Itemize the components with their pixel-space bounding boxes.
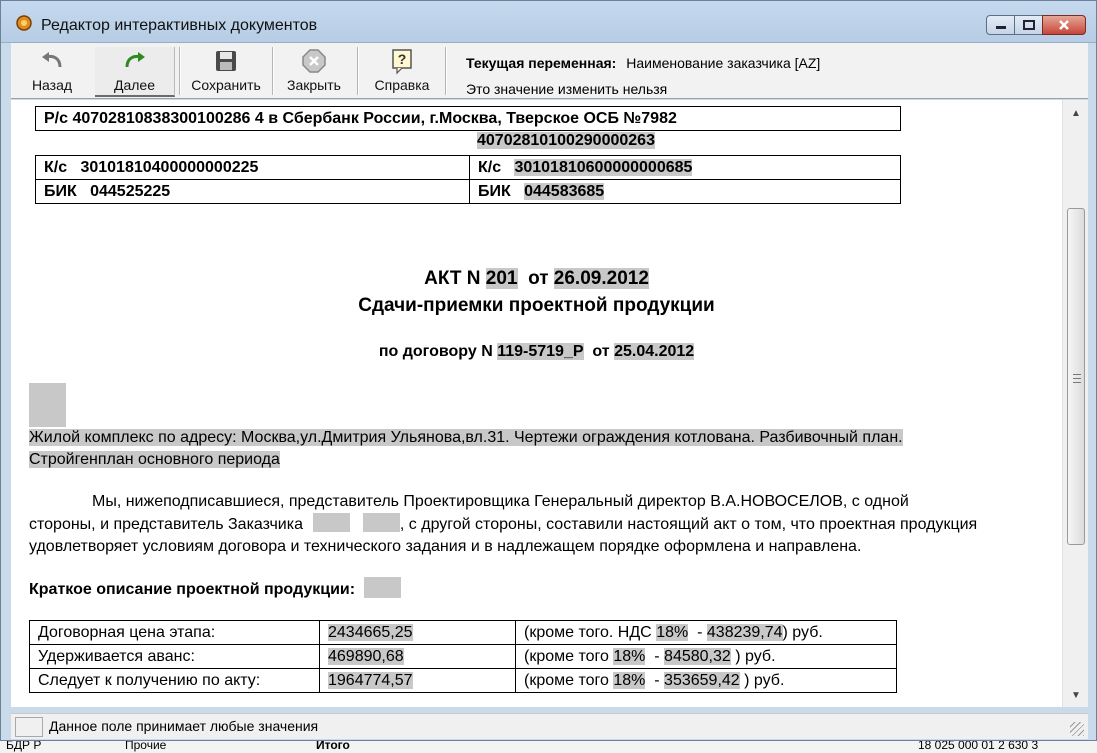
- ks2-label: К/с: [478, 158, 502, 176]
- ks2-cell: [470, 156, 901, 180]
- ks1-value: 30101810400000000225: [80, 158, 259, 176]
- close-icon: [1058, 19, 1070, 31]
- object-line-2: Стройгенплан основного периода: [29, 451, 280, 468]
- body-line-2a: стороны, и представитель Заказчика: [29, 516, 303, 533]
- resize-grip-icon[interactable]: [1070, 722, 1084, 736]
- vertical-scrollbar[interactable]: [1062, 100, 1088, 707]
- vat-cell: [516, 645, 897, 669]
- bank-rs: Р/с 40702810838300100286 4 в Сбербанк России, г.Москва, Тверское ОСБ №7982: [36, 107, 901, 131]
- summary-field[interactable]: [364, 577, 401, 598]
- bank-details-table: [35, 155, 901, 204]
- back-label: Назад: [31, 77, 73, 93]
- vat-mid: -: [645, 647, 665, 665]
- forward-arrow-icon: [121, 47, 149, 75]
- ks1-label: К/с: [44, 158, 68, 176]
- table-row: [30, 645, 897, 669]
- customer-field-1[interactable]: [313, 513, 350, 532]
- vat-amount-field[interactable]: 438239,74: [706, 623, 783, 641]
- status-cell: [15, 717, 43, 737]
- toolbar: [11, 43, 1088, 99]
- back-button[interactable]: [17, 47, 87, 97]
- back-arrow-icon: [38, 47, 66, 75]
- save-label: Сохранить: [191, 77, 261, 93]
- vat-rate-field[interactable]: 18%: [656, 623, 689, 641]
- body-line-1: Мы, нижеподписавшиеся, представитель Проектировщика Генеральный директор В.А.НОВОСЕЛОВ, с одной: [92, 493, 909, 510]
- body-line-3: удовлетворяет условиям договора и технического задания и в надлежащем порядке оформлена и направлена.: [29, 538, 862, 555]
- minimize-button[interactable]: [986, 15, 1015, 35]
- bik1-label: БИК: [44, 182, 77, 200]
- bank-details-top: [35, 106, 901, 131]
- close-label: Закрыть: [287, 77, 341, 93]
- vat-cell: [516, 669, 897, 693]
- vat-amount-field[interactable]: 84580,32: [664, 647, 731, 665]
- empty-variable-field[interactable]: [29, 383, 66, 427]
- current-variable-label: Текущая переменная:: [466, 55, 617, 71]
- current-variable: [466, 55, 820, 71]
- toolbar-separator: [357, 47, 359, 95]
- floppy-disk-icon: [212, 47, 240, 75]
- minimize-icon: [995, 20, 1007, 30]
- amount-field[interactable]: 2434665,25: [328, 623, 413, 641]
- forward-button[interactable]: [95, 47, 175, 97]
- scroll-thumb[interactable]: [1067, 208, 1085, 545]
- body-line-2: [29, 513, 1049, 536]
- contract-from: от: [592, 343, 610, 360]
- current-variable-value: Наименование заказчика [AZ]: [626, 55, 821, 71]
- app-icon: [15, 14, 33, 32]
- contract-line: [11, 343, 1062, 361]
- document-area[interactable]: [11, 100, 1062, 707]
- maximize-icon: [1023, 20, 1035, 30]
- akt-subtitle: Сдачи-приемки проектной продукции: [358, 295, 715, 316]
- ks2-value[interactable]: 30101810600000000685: [514, 158, 693, 176]
- summary-heading: [29, 577, 401, 599]
- ks1-cell: [36, 156, 470, 180]
- vat-pre: (кроме того: [524, 647, 614, 665]
- body-paragraph: [29, 491, 1049, 558]
- row-label: Договорная цена этапа:: [30, 621, 320, 645]
- bik2-label: БИК: [478, 182, 511, 200]
- bg-text-right: 18 025 000 01 2 630 3: [918, 741, 1039, 752]
- vat-cell: [516, 621, 897, 645]
- table-row: [30, 621, 897, 645]
- grip-icon: [1073, 374, 1081, 383]
- body-line-2b: , с другой стороны, составили настоящий акт о том, что проектная продукция: [399, 516, 978, 533]
- title-bar[interactable]: [1, 1, 1096, 43]
- svg-text:?: ?: [397, 51, 407, 67]
- maximize-button[interactable]: [1014, 15, 1043, 35]
- contract-number-field[interactable]: 119-5719_Р: [497, 343, 584, 360]
- row-label: Удерживается аванс:: [30, 645, 320, 669]
- status-bar: [11, 713, 1088, 739]
- summary-table: [29, 620, 897, 693]
- vat-pre: (кроме того. НДС: [524, 623, 657, 641]
- help-button[interactable]: [367, 47, 437, 97]
- row-label: Следует к получению по акту:: [30, 669, 320, 693]
- bank-account2: [477, 132, 655, 150]
- bik1-value: 044525225: [90, 182, 171, 200]
- forward-label: Далее: [113, 77, 155, 93]
- close-button[interactable]: [279, 47, 349, 97]
- object-line-1: Жилой комплекс по адресу: Москва,ул.Дмитрия Ульянова,вл.31. Чертежи ограждения котлована. Разбивочный план.: [29, 429, 903, 446]
- stop-icon: [300, 47, 328, 75]
- vat-post: ) руб.: [739, 671, 785, 689]
- amount-field[interactable]: 469890,68: [328, 647, 404, 665]
- scroll-down-icon[interactable]: ▼: [1071, 690, 1081, 701]
- vat-amount-field[interactable]: 353659,42: [664, 671, 740, 689]
- help-icon: [388, 47, 416, 75]
- vat-post: ) руб.: [782, 623, 823, 641]
- contract-prefix: по договору N: [378, 343, 493, 360]
- toolbar-separator: [445, 47, 447, 95]
- vat-mid: -: [688, 623, 707, 641]
- close-window-button[interactable]: [1042, 15, 1086, 35]
- scroll-up-icon[interactable]: ▲: [1071, 108, 1081, 119]
- toolbar-separator: [179, 47, 181, 95]
- vat-post: ) руб.: [730, 647, 776, 665]
- account2-value: 40702810100290000263: [477, 132, 655, 149]
- summary-heading-text: Краткое описание проектной продукции:: [29, 581, 356, 598]
- toolbar-separator: [272, 47, 274, 95]
- object-description[interactable]: [29, 427, 903, 471]
- customer-field-2[interactable]: [363, 513, 400, 532]
- window-title: Редактор интерактивных документов: [41, 17, 318, 34]
- bg-text-center: Итого: [316, 741, 350, 752]
- bik2-cell: [470, 180, 901, 204]
- bg-text-mid: Прочие: [125, 741, 167, 752]
- bik1-cell: [36, 180, 470, 204]
- akt-prefix: АКТ N: [424, 268, 481, 289]
- vat-rate-field[interactable]: 18%: [613, 671, 646, 689]
- vat-mid: -: [645, 671, 665, 689]
- variable-note: Это значение изменить нельзя: [466, 81, 668, 97]
- save-button[interactable]: [186, 47, 266, 97]
- contract-date-field[interactable]: 25.04.2012: [614, 343, 695, 360]
- akt-number-field[interactable]: 201: [485, 268, 518, 289]
- table-row: [30, 669, 897, 693]
- status-text: Данное поле принимает любые значения: [49, 718, 319, 734]
- amount-field[interactable]: 1964774,57: [328, 671, 413, 689]
- vat-pre: (кроме того: [524, 671, 614, 689]
- bik2-value[interactable]: 044583685: [524, 182, 605, 200]
- background-window-strip: [0, 741, 1097, 753]
- akt-title: [11, 268, 1062, 290]
- akt-from: от: [528, 268, 549, 289]
- vat-rate-field[interactable]: 18%: [613, 647, 646, 665]
- bg-text-left: БДР Р: [6, 741, 42, 752]
- akt-date-field[interactable]: 26.09.2012: [553, 268, 649, 289]
- help-label: Справка: [374, 77, 430, 93]
